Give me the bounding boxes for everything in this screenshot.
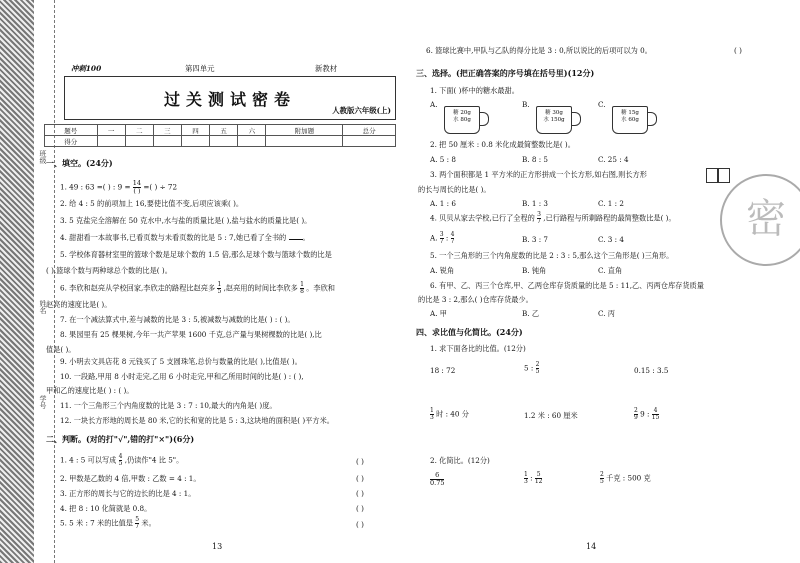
cup-line: 水 80g xyxy=(453,116,471,123)
unit-label: 第四单元 xyxy=(185,64,215,73)
question: 9. 小明去文具店花 8 元钱买了 5 支圆珠笔,总价与数量的比是( ),比值是( )。 xyxy=(60,357,302,366)
question-text: 4. 甜甜看一本故事书,已看页数与未看页数的比是 5 : 7,她已看了全书的 xyxy=(60,233,287,242)
question: 10. 一段路,甲用 8 小时走完,乙用 6 小时走完,甲和乙所用时间的比是( ) : ( ), xyxy=(60,372,304,381)
page-number: 13 xyxy=(212,542,223,551)
fraction: $\frac{2}{5}$ xyxy=(600,471,604,485)
question: 8. 果园里有 25 棵果树,今年一共产苹果 1600 千克,总产量与果树棵数的比是( ),比 xyxy=(60,330,322,339)
question: 的比是 3 : 2,那么( )仓库存货最少。 xyxy=(418,295,533,304)
question-text: 6. 李欣和赵亮从学校回家,李欣走的路程比赵亮多 xyxy=(60,283,216,293)
judge-answer[interactable]: ( ) xyxy=(356,489,364,498)
option[interactable]: A. 5 : 8 xyxy=(430,155,456,164)
denominator: ( ) xyxy=(133,187,141,196)
fraction: $\frac{1}{3}$ xyxy=(430,407,434,421)
section-title: 三、选择。(把正确答案的序号填在括号里)(12分) xyxy=(416,68,595,78)
binding-label-name: 姓名 xyxy=(39,300,47,314)
question: 1. 求下面各比的比值。(12分) xyxy=(430,344,526,353)
question: 赵亮的速度比是( )。 xyxy=(46,300,112,309)
fraction: $\frac{5}{12}$ xyxy=(534,471,543,485)
table-cell: 附加题 xyxy=(266,125,343,136)
fraction: $\frac{3}{7}$ xyxy=(439,231,444,245)
score-cell[interactable] xyxy=(181,136,209,147)
right-page xyxy=(400,0,800,563)
question: 12. 一块长方形地的周长是 80 米,它的长和宽的比是 5 : 3,这块地的面积是( )平方米。 xyxy=(60,416,334,425)
judge-answer[interactable]: ( ) xyxy=(356,457,364,466)
cup-c[interactable] xyxy=(612,106,648,134)
option[interactable]: C. 丙 xyxy=(598,309,615,318)
question: 值是( )。 xyxy=(46,345,76,354)
option-label: C. xyxy=(598,100,606,109)
option[interactable]: B. 1 : 3 xyxy=(522,199,548,208)
question-text: ,仍读作"4 比 5"。 xyxy=(124,455,184,465)
square-figure xyxy=(706,168,718,183)
question: 的长与周长的比是( )。 xyxy=(418,185,491,194)
question: 3. 正方形的周长与它的边长的比是 4 : 1。 xyxy=(60,489,196,498)
fraction: $\frac{1}{3}$ xyxy=(524,471,528,485)
fraction: $\frac{2}{5}$ xyxy=(535,361,540,375)
question-text: 1. 4 : 5 可以写成 xyxy=(60,455,117,465)
math-text: 时 : 40 分 xyxy=(436,409,469,419)
question: 3. 5 克盐完全溶解在 50 克水中,水与盐的质量比是( ),盐与盐水的质量比是( )。 xyxy=(60,216,312,225)
option-label: A. xyxy=(430,233,438,243)
table-cell: 总分 xyxy=(343,125,396,136)
cup-line: 糖 15g xyxy=(621,110,639,116)
math-item xyxy=(634,408,659,421)
table-cell: 二 xyxy=(125,125,153,136)
question xyxy=(430,212,676,225)
table-cell: 五 xyxy=(210,125,238,136)
subject-label: 新教材 xyxy=(315,64,338,73)
question xyxy=(60,454,183,467)
question-text: 4. 贝贝从家去学校,已行了全程的 xyxy=(430,213,535,223)
math-text: 9 : xyxy=(640,409,650,419)
cup-line: 水 60g xyxy=(621,116,639,123)
option[interactable]: B. 乙 xyxy=(522,309,540,318)
math-item xyxy=(524,472,542,485)
cup-b[interactable] xyxy=(536,106,572,134)
page-number: 14 xyxy=(586,542,597,551)
question-text: 米。 xyxy=(141,518,156,528)
table-cell: 四 xyxy=(181,125,209,136)
fraction: $\frac{1}{5}$ xyxy=(217,281,222,295)
math-item xyxy=(430,408,469,421)
question-text: 。李欣和 xyxy=(306,283,335,293)
cup-a[interactable] xyxy=(444,106,480,134)
fraction: $\frac{3}{7}$ xyxy=(537,211,541,225)
cup-line: 糖 20g xyxy=(453,110,471,116)
cup-line: 糖 30g xyxy=(545,110,563,116)
fraction: $\frac{6}{0.75}$ xyxy=(430,471,445,487)
question: 甲和乙的速度比是( ) : ( )。 xyxy=(46,386,134,395)
option-label: B. xyxy=(522,100,530,109)
option[interactable]: C. 直角 xyxy=(598,266,623,275)
option[interactable]: B. 8 : 5 xyxy=(522,155,548,164)
question: 2. 把 50 厘米 : 0.8 米化成最简整数比是( )。 xyxy=(430,140,575,149)
option[interactable]: C. 25 : 4 xyxy=(598,155,629,164)
question: 2. 化简比。(12分) xyxy=(430,456,490,465)
math-item xyxy=(524,362,539,375)
question: 2. 给 4 : 5 的前项加上 16,要使比值不变,后项应该乘( )。 xyxy=(60,199,244,208)
question xyxy=(60,180,177,195)
judge-answer[interactable]: ( ) xyxy=(356,474,364,483)
page-title: 过关测试密卷 xyxy=(163,90,296,109)
option[interactable]: A. 甲 xyxy=(430,309,447,318)
option[interactable]: A. $\frac{3}{7}$ : $\frac{4}{7}$ xyxy=(430,231,455,245)
question xyxy=(60,517,156,530)
fraction: $\frac{4}{15}$ xyxy=(651,407,660,421)
question: 5. 学校体育器材室里的篮球个数是足球个数的 1.5 倍,那么足球个数与篮球个数的比是 xyxy=(60,250,332,259)
question: 11. 一个三角形三个内角度数的比是 3 : 7 : 10,最大的内角是( )度。 xyxy=(60,401,277,410)
fraction: $\frac{4}{7}$ xyxy=(450,231,455,245)
option[interactable]: C. 1 : 2 xyxy=(598,199,624,208)
table-cell: 三 xyxy=(153,125,181,136)
question xyxy=(60,282,335,295)
table-cell: 六 xyxy=(238,125,266,136)
table-cell: 题号 xyxy=(45,125,98,136)
brand: 冲刺100 xyxy=(71,64,102,73)
math-item xyxy=(600,472,651,485)
option[interactable]: A. 1 : 6 xyxy=(430,199,456,208)
cup-line: 水 150g xyxy=(543,116,565,123)
fraction: $\frac{4}{5}$ xyxy=(118,453,123,467)
cup-handle xyxy=(648,112,657,126)
binding-edge xyxy=(0,0,34,563)
table-row xyxy=(45,125,396,136)
score-cell[interactable] xyxy=(238,136,266,147)
binding-strip xyxy=(34,0,55,563)
math-text: 千克 : 500 克 xyxy=(606,473,651,483)
question-text: ,已行路程与所剩路程的最简整数比是( )。 xyxy=(543,213,676,223)
question: 7. 在一个减法算式中,差与减数的比是 3 : 5,被减数与减数的比是( ) : ( )。 xyxy=(60,315,295,324)
score-cell[interactable] xyxy=(125,136,153,147)
option[interactable]: B. 3 : 7 xyxy=(522,235,548,244)
table-cell: 得分 xyxy=(45,136,98,147)
question: 1. 下面( )杯中的糖水最甜。 xyxy=(430,86,519,95)
score-table xyxy=(44,124,396,147)
option-label: A. xyxy=(430,100,438,109)
question: 6. 篮球比赛中,甲队与乙队的得分比是 3 : 0,所以说比的后项可以为 0。 xyxy=(426,46,652,55)
option[interactable]: C. 3 : 4 xyxy=(598,235,624,244)
section-title: 一、填空。(24分) xyxy=(46,158,113,168)
judge-answer[interactable]: ( ) xyxy=(734,46,742,55)
answer-blank[interactable] xyxy=(289,232,303,240)
fraction: $\frac{1}{8}$ xyxy=(300,281,304,295)
math-text: 5 : xyxy=(524,363,534,373)
fraction xyxy=(133,180,141,195)
edition-label: 人教版六年级(上) xyxy=(332,106,391,115)
cup-handle xyxy=(572,112,581,126)
fraction: $\frac{2}{9}$ xyxy=(634,407,638,421)
score-cell[interactable] xyxy=(97,136,125,147)
question: 2. 甲数是乙数的 4 倍,甲数 : 乙数 = 4 : 1。 xyxy=(60,474,201,483)
question: 4. 把 8 : 10 化简就是 0.8。 xyxy=(60,504,152,513)
math-text: : xyxy=(530,473,533,483)
math-item: 0.15 : 3.5 xyxy=(634,366,669,375)
binding-label-id: 学号 xyxy=(39,395,47,409)
question: 4. 甜甜看一本故事书,已看页数与未看页数的比是 5 : 7,她已看了全书的 。 xyxy=(60,233,310,242)
question-text: 1. 49 : 63 =( ) : 9 = xyxy=(60,182,131,192)
table-row xyxy=(45,136,396,147)
option[interactable]: A. 锐角 xyxy=(430,266,455,275)
score-cell[interactable] xyxy=(153,136,181,147)
score-cell[interactable] xyxy=(266,136,343,147)
table-cell: 一 xyxy=(97,125,125,136)
question-text: =( ) ÷ 72 xyxy=(143,182,178,192)
math-item xyxy=(430,472,444,487)
question-text: 5. 5 米 : 7 米的比值是 xyxy=(60,518,133,528)
math-item: 1.2 米 : 60 厘米 xyxy=(524,411,578,420)
square-figure xyxy=(718,168,730,183)
binding-label-class: 班级 xyxy=(39,150,47,164)
score-cell[interactable] xyxy=(343,136,396,147)
question: ( ),篮球个数与两种球总个数的比是( )。 xyxy=(46,266,172,275)
judge-answer[interactable]: ( ) xyxy=(356,520,364,529)
question-text: ,赵亮用的时间比李欣多 xyxy=(223,283,298,293)
title-header xyxy=(64,64,396,120)
section-title: 二、判断。(对的打"√",错的打"×")(6分) xyxy=(46,434,195,444)
question: 5. 一个三角形的三个内角度数的比是 2 : 3 : 5,那么这个三角形是( )三角形。 xyxy=(430,251,674,260)
question: 3. 两个面积都是 1 平方米的正方形拼成一个长方形,如右图,则长方形 xyxy=(430,170,647,179)
fraction: $\frac{5}{7}$ xyxy=(135,516,140,530)
option[interactable]: B. 钝角 xyxy=(522,266,547,275)
numerator: 14 xyxy=(132,179,142,187)
question: 6. 有甲、乙、丙三个仓库,甲、乙两仓库存货质量的比是 5 : 11,乙、丙两仓库存货质量 xyxy=(430,281,704,290)
math-item: 18 : 72 xyxy=(430,366,456,375)
score-cell[interactable] xyxy=(210,136,238,147)
seal-stamp: 密 xyxy=(720,174,800,266)
section-title: 四、求比值与化简比。(24分) xyxy=(416,327,523,337)
cup-handle xyxy=(480,112,489,126)
judge-answer[interactable]: ( ) xyxy=(356,504,364,513)
